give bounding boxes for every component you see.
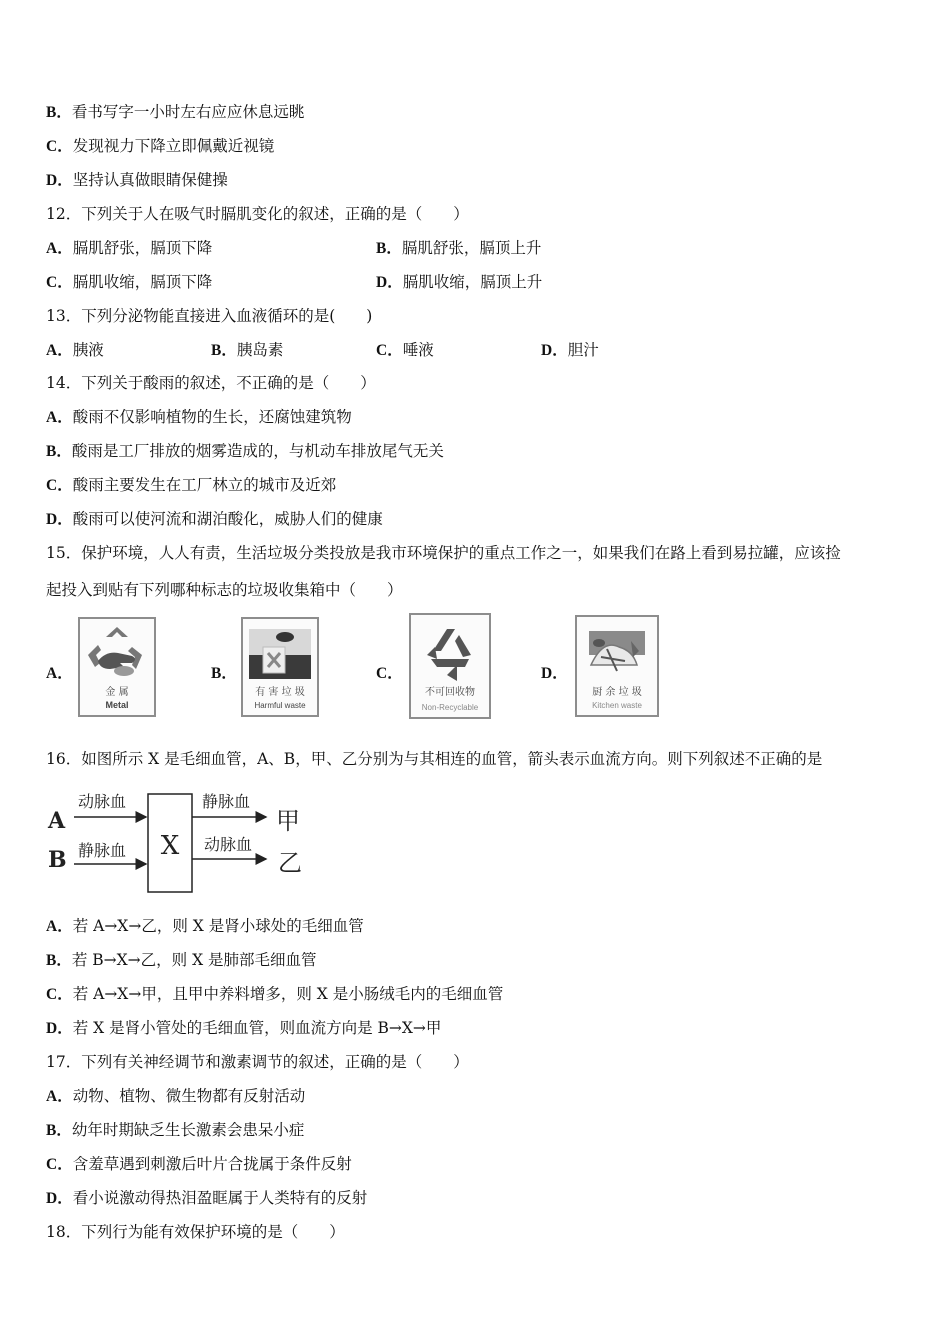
q11-option-b: B．看书写字一小时左右应应休息远眺 — [46, 103, 305, 121]
q18-stem: 18．下列行为能有效保护环境的是（ ） — [46, 1223, 345, 1241]
q15-sign-kitchen-cn: 厨 余 垃 圾 — [592, 687, 642, 698]
capillary-x-label: X — [160, 831, 180, 861]
q12-option-c: C．膈肌收缩，膈顶下降 — [46, 273, 213, 291]
q15-sign-harmful — [241, 617, 319, 717]
q15-sign-harmful-cn: 有 害 垃 圾 — [255, 687, 305, 698]
q15-option-d-letter: D． — [541, 665, 568, 682]
q13-option-c: C．唾液 — [376, 341, 434, 359]
q15-sign-non-recyclable-en: Non-Recyclable — [421, 703, 479, 712]
q11-option-d: D．坚持认真做眼睛保健操 — [46, 171, 228, 189]
q15-sign-non-recyclable — [409, 613, 491, 719]
q17-option-b: B．幼年时期缺乏生长激素会患呆小症 — [46, 1121, 305, 1139]
q16-option-d: D．若 X 是肾小管处的毛细血管，则血流方向是 B→X→甲 — [46, 1019, 442, 1037]
q12-option-b: B．膈肌舒张，膈顶上升 — [376, 239, 542, 257]
q17-option-c: C．含羞草遇到刺激后叶片合拢属于条件反射 — [46, 1155, 352, 1173]
capillary-diagram — [44, 785, 314, 897]
q13-option-a: A．胰液 — [46, 341, 104, 359]
q15-option-b-letter: B． — [211, 665, 237, 682]
q17-option-a: A．动物、植物、微生物都有反射活动 — [46, 1087, 306, 1105]
arrow-a-label: 动脉血 — [78, 792, 127, 811]
q16-option-a: A．若 A→X→乙，则 X 是肾小球处的毛细血管 — [46, 917, 364, 935]
q15-stem-line1: 15．保护环境，人人有责，生活垃圾分类投放是我市环境保护的重点工作之一，如果我们在路上看到易拉罐，应该捡 — [46, 544, 841, 562]
vessel-a-label: A — [48, 808, 66, 834]
arrow-jia-label: 静脉血 — [202, 792, 251, 811]
arrow-b-label: 静脉血 — [78, 841, 127, 860]
q14-option-a: A．酸雨不仅影响植物的生长，还腐蚀建筑物 — [46, 408, 352, 426]
kitchen-waste-icon — [577, 621, 657, 683]
q15-sign-metal-cn: 金 属 — [105, 687, 129, 698]
non-recyclable-icon — [411, 619, 489, 685]
q12-option-a: A．膈肌舒张，膈顶下降 — [46, 239, 213, 257]
q15-sign-metal — [78, 617, 156, 717]
q14-option-b: B．酸雨是工厂排放的烟雾造成的，与机动车排放尾气无关 — [46, 442, 444, 460]
q15-sign-harmful-en: Harmful waste — [254, 701, 306, 710]
q14-option-d: D．酸雨可以使河流和湖泊酸化，威胁人们的健康 — [46, 510, 383, 528]
q11-option-c: C．发现视力下降立即佩戴近视镜 — [46, 137, 275, 155]
q16-stem: 16．如图所示 X 是毛细血管，A、B，甲、乙分别为与其相连的血管，箭头表示血流方向。则下列叙述不正确的是 — [46, 750, 823, 768]
arrow-yi-label: 动脉血 — [204, 835, 253, 854]
q13-option-d: D．胆汁 — [541, 341, 599, 359]
q12-option-d: D．膈肌收缩，膈顶上升 — [376, 273, 543, 291]
harmful-waste-icon — [243, 623, 317, 685]
q15-sign-kitchen-en: Kitchen waste — [592, 701, 642, 710]
q14-stem: 14．下列关于酸雨的叙述，不正确的是（ ） — [46, 374, 376, 392]
q17-stem: 17．下列有关神经调节和激素调节的叙述，正确的是（ ） — [46, 1053, 469, 1071]
vessel-b-label: B — [48, 847, 67, 873]
q16-option-b: B．若 B→X→乙，则 X 是肺部毛细血管 — [46, 951, 317, 969]
vessel-jia-label: 甲 — [276, 807, 300, 835]
q13-stem: 13．下列分泌物能直接进入血液循环的是( ) — [46, 307, 373, 325]
q13-option-b: B．胰岛素 — [211, 341, 284, 359]
q14-option-c: C．酸雨主要发生在工厂林立的城市及近郊 — [46, 476, 337, 494]
q12-stem: 12．下列关于人在吸气时膈肌变化的叙述，正确的是（ ） — [46, 205, 469, 223]
q15-sign-metal-en: Metal — [105, 700, 129, 710]
q15-option-c-letter: C． — [376, 665, 403, 682]
q15-sign-kitchen — [575, 615, 659, 717]
q15-option-a-letter: A． — [46, 665, 73, 682]
recycle-hand-icon — [80, 623, 154, 685]
q15-stem-line2: 起投入到贴有下列哪种标志的垃圾收集箱中（ ） — [46, 581, 403, 599]
q15-sign-non-recyclable-cn: 不可回收物 — [425, 687, 475, 698]
vessel-yi-label: 乙 — [278, 849, 302, 877]
q17-option-d: D．看小说激动得热泪盈眶属于人类特有的反射 — [46, 1189, 368, 1207]
q16-option-c: C．若 A→X→甲，且甲中养料增多，则 X 是小肠绒毛内的毛细血管 — [46, 985, 504, 1003]
